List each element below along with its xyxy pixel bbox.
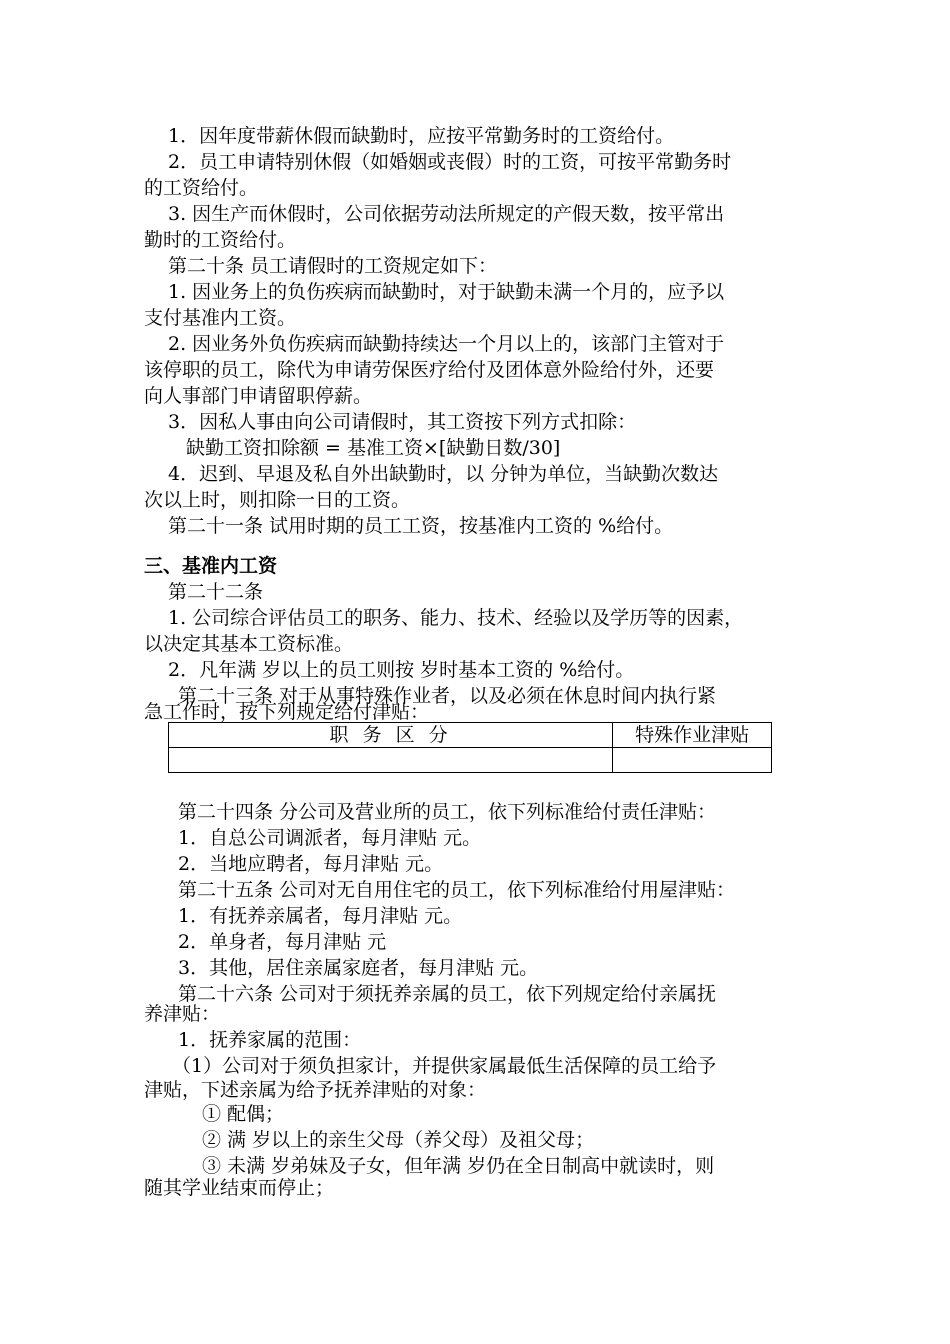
table-header-cell: 特殊作业津贴 xyxy=(613,723,772,748)
text-line: 随其学业结束而停止； xyxy=(144,1177,335,1199)
text-line: 3．其他，居住亲属家庭者，每月津贴 元。 xyxy=(178,957,539,979)
text-line: 1．有抚养亲属者，每月津贴 元。 xyxy=(178,905,463,927)
article-22: 第二十二条 xyxy=(168,581,264,603)
article-24: 第二十四条 分公司及营业所的员工，依下列标准给付责任津贴： xyxy=(178,801,717,823)
text-line: 2．员工申请特别休假（如婚姻或丧假）时的工资，可按平常勤务时 xyxy=(168,151,732,173)
text-line: 1．自总公司调派者，每月津贴 元。 xyxy=(178,827,482,849)
text-line: （1）公司对于须负担家计，并提供家属最低生活保障的员工给予 xyxy=(172,1055,717,1077)
text-line: 2. 因业务外负伤疾病而缺勤持续达一个月以上的，该部门主管对于 xyxy=(168,333,725,355)
table-cell xyxy=(613,748,772,773)
text-line: 急工作时，按下列规定给付津贴： xyxy=(144,701,430,723)
formula-line: 缺勤工资扣除额 = 基准工资×[缺勤日数/30] xyxy=(186,437,561,459)
article-26: 第二十六条 公司对于须抚养亲属的员工，依下列规定给付亲属抚 xyxy=(178,983,717,1005)
text-line: 向人事部门申请留职停薪。 xyxy=(144,385,373,407)
text-line: 1．因年度带薪休假而缺勤时，应按平常勤务时的工资给付。 xyxy=(168,125,675,147)
text-line: 1. 公司综合评估员工的职务、能力、技术、经验以及学历等的因素， xyxy=(168,607,744,629)
text-line: 1. 因业务上的负伤疾病而缺勤时，对于缺勤未满一个月的，应予以 xyxy=(168,281,725,303)
text-line: 4．迟到、早退及私自外出缺勤时，以 分钟为单位，当缺勤次数达 xyxy=(168,463,719,485)
text-line: 3. 因生产而休假时，公司依据劳动法所规定的产假天数，按平常出 xyxy=(168,203,725,225)
section-heading: 三、基准内工资 xyxy=(144,555,278,577)
allowance-table xyxy=(168,722,772,773)
list-item: ② 满 岁以上的亲生父母（养父母）及祖父母； xyxy=(202,1129,595,1151)
table-header-row xyxy=(169,723,772,748)
table-header-cell: 职 务 区 分 xyxy=(169,723,613,748)
list-item: ① 配偶； xyxy=(202,1103,285,1125)
text-line: 3．因私人事由向公司请假时，其工资按下列方式扣除： xyxy=(168,411,637,433)
text-line: 2．凡年满 岁以上的员工则按 岁时基本工资的 %给付。 xyxy=(168,659,635,681)
article-23: 第二十三条 对于从事特殊作业者，以及必须在休息时间内执行紧 xyxy=(178,685,717,707)
text-line: 的工资给付。 xyxy=(144,177,259,199)
list-item: ③ 未满 岁弟妹及子女，但年满 岁仍在全日制高中就读时，则 xyxy=(202,1155,715,1177)
text-line: 2．单身者，每月津贴 元 xyxy=(178,931,387,953)
table-cell xyxy=(169,748,613,773)
text-line: 养津贴： xyxy=(144,1003,221,1025)
text-line: 2．当地应聘者，每月津贴 元。 xyxy=(178,853,444,875)
text-line: 次以上时，则扣除一日的工资。 xyxy=(144,489,411,511)
text-line: 津贴，下述亲属为给予抚养津贴的对象： xyxy=(144,1079,487,1101)
text-line: 以决定其基本工资标准。 xyxy=(144,633,354,655)
text-line: 该停职的员工，除代为申请劳保医疗给付及团体意外险给付外，还要 xyxy=(144,359,715,381)
text-line: 支付基准内工资。 xyxy=(144,307,297,329)
article-25: 第二十五条 公司对无自用住宅的员工，依下列标准给付用屋津贴： xyxy=(178,879,736,901)
text-line: 1．抚养家属的范围： xyxy=(178,1029,362,1051)
text-line: 勤时的工资给付。 xyxy=(144,229,297,251)
table-row xyxy=(169,748,772,773)
article-21: 第二十一条 试用时期的员工工资，按基准内工资的 %给付。 xyxy=(168,515,674,537)
article-20: 第二十条 员工请假时的工资规定如下： xyxy=(168,255,498,277)
